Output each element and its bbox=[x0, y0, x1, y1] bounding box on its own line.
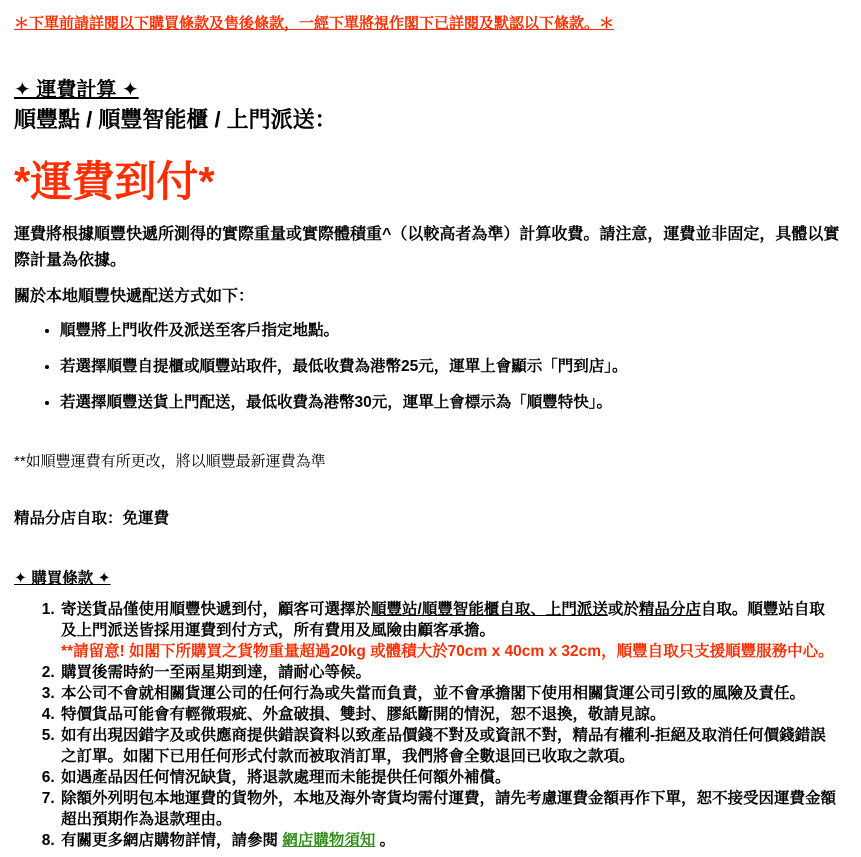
list-item-sf-pickup: • 順豐將上門收件及派送至客戶指定地點。 bbox=[60, 321, 845, 340]
term-item-3: 3. 本公司不會就相關貨運公司的任何行為或失當而負責，並不會承擔閣下使用相關貨運公司引致的風險及責任。 bbox=[59, 683, 836, 704]
term-item-4: 4. 特價貨品可能會有輕微瑕疵、外盒破損、雙封、膠紙斷開的情況，恕不退換，敬請見諒。 bbox=[59, 704, 836, 725]
list-item-sf-door-delivery: • 若選擇順豐送貨上門配送，最低收費為港幣30元，運單上會標示為「順豐特快」。 bbox=[60, 393, 845, 412]
term-item-8 bbox=[59, 830, 836, 851]
shipping-fee-intro: 運費將根據順豐快遞所測得的實際重量或實際體積重^（以較高者為準）計算收費。請注意，運費並非固定，具體以實際計量為依據。 bbox=[14, 226, 840, 270]
term-8-text-b: 。 bbox=[375, 832, 396, 850]
store-pickup-free-note: 精品分店自取：免運費 bbox=[14, 510, 170, 528]
term-item-2: 2. 購買後需時約一至兩星期到達，請耐心等候。 bbox=[59, 662, 836, 683]
pre-order-notice: ＊下單前請詳閱以下購買條款及售後條款，一經下單將視作閣下已詳閱及默認以下條款。＊ bbox=[14, 15, 615, 32]
term-1-text-c: 自取。順豐站自取及上門派送皆採用運費到付方式，所有費用及風險由顧客承擔。 bbox=[61, 601, 825, 640]
purchase-terms-heading: ✦ 購買條款 ✦ bbox=[14, 570, 111, 588]
shop-guide-link[interactable]: 網店購物須知 bbox=[282, 832, 376, 850]
shipping-calculation-heading: ✦ 運費計算 ✦ bbox=[14, 78, 139, 101]
term-item-7: 7. 除額外列明包本地運費的貨物外，本地及海外寄貨均需付運費，請先考慮運費金額再作下單，恕不接受因運費金額超出預期作為退款理由。 bbox=[59, 788, 836, 830]
term-item-6: 6. 如遇產品因任何情況缺貨，將退款處理而未能提供任何額外補償。 bbox=[59, 767, 836, 788]
weight-size-limit-warning: **請留意! 如閣下所購買之貨物重量超過20kg 或體積大於70cm x 40cm x 32cm，順豐自取只支援順豐服務中心。 bbox=[61, 643, 834, 661]
term-1-underlined-boutique-store: 精品分店 bbox=[638, 601, 701, 619]
term-1-text-a: 寄送貨品僅使用順豐快遞到付，顧客可選擇於 bbox=[61, 601, 372, 619]
term-item-5: 5. 如有出現因錯字及或供應商提供錯誤資料以致產品價錢不對及或資訊不對，精品有權利-拒絕及取消任何價錢錯誤之訂單。如閣下已用任何形式付款而被取消訂單，我們將會全數退回已收取之款項。 bbox=[59, 725, 836, 767]
term-8-text-a: 有關更多網店購物詳情，請參閱 bbox=[61, 832, 283, 850]
freight-collect-banner: *運費到付* bbox=[14, 158, 215, 206]
fee-change-note: **如順豐運費有所更改，將以順豐最新運費為準 bbox=[14, 453, 326, 471]
delivery-methods-title: 關於本地順豐快遞配送方式如下： bbox=[14, 288, 255, 306]
delivery-methods-list bbox=[14, 321, 845, 412]
list-item-sf-station: • 若選擇順豐自提櫃或順豐站取件，最低收費為港幣25元，運單上會顯示「門到店」。 bbox=[60, 357, 845, 376]
term-1-text-b: 或於 bbox=[607, 601, 639, 619]
purchase-terms-list bbox=[14, 599, 836, 851]
delivery-options-subheading: 順豐點 / 順豐智能櫃 / 上門派送： bbox=[14, 106, 337, 132]
term-1-underlined-pickup-options: 順豐站/順豐智能櫃自取、上門派送 bbox=[371, 601, 608, 619]
term-item-1 bbox=[59, 599, 836, 662]
